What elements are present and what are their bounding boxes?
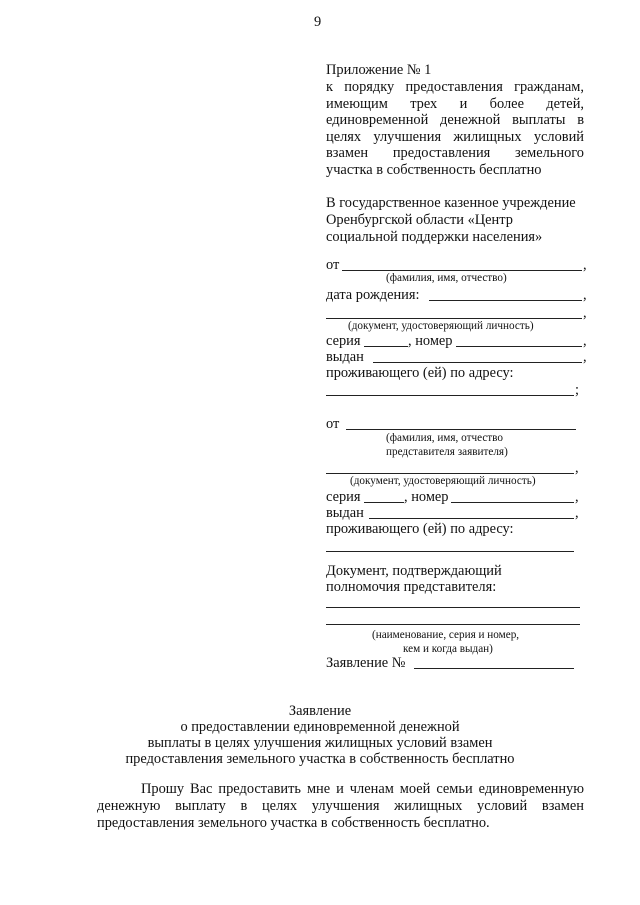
representative-number-field[interactable] [451, 502, 574, 503]
addressee-line: Оренбургской области «Центр [326, 212, 513, 228]
applicant-fio-hint: (фамилия, имя, отчество) [386, 272, 507, 284]
page-number: 9 [314, 14, 322, 30]
authority-doc-hint: кем и когда выдан) [403, 643, 493, 655]
statement-subtitle-line: выплаты в целях улучшения жилищных условий взамен [147, 735, 493, 751]
representative-address-field[interactable] [326, 551, 574, 552]
comma: , [575, 460, 579, 476]
appendix-line: к порядку предоставления гражданам, [326, 79, 584, 95]
representative-doc-hint: (документ, удостоверяющий личность) [350, 475, 536, 487]
statement-body [97, 781, 584, 832]
authority-doc-label: Документ, подтверждающий [326, 563, 502, 579]
statement-body-line: предоставления земельного участка в собственность бесплатно. [97, 815, 490, 831]
applicant-address-field[interactable] [326, 395, 574, 396]
comma: , [575, 505, 579, 521]
appendix-line: участка в собственность бесплатно [326, 161, 542, 178]
representative-issued-label: выдан [326, 505, 364, 521]
application-no-field[interactable] [414, 668, 574, 669]
appendix-line: целях улучшения жилищных условий [326, 128, 584, 145]
applicant-number-field[interactable] [456, 346, 582, 347]
applicant-issued-field[interactable] [373, 362, 582, 363]
authority-doc-field[interactable] [326, 607, 580, 608]
applicant-from-label: от [326, 257, 340, 273]
applicant-series-field[interactable] [364, 346, 408, 347]
addressee-line: В государственное казенное учреждение [326, 195, 576, 211]
statement-body-line: денежную выплату в целях улучшения жилищных условий взамен [97, 798, 584, 814]
comma: , [583, 257, 587, 273]
comma: , [583, 349, 587, 365]
comma: , [583, 333, 587, 349]
comma: , [583, 287, 587, 303]
representative-address-label: проживающего (ей) по адресу: [326, 521, 514, 537]
representative-series-label: серия [326, 489, 361, 505]
representative-number-label: , номер [404, 489, 449, 505]
representative-fio-field[interactable] [346, 429, 576, 430]
statement-body-line: Прошу Вас предоставить мне и членам моей семьи единовременную [141, 781, 584, 797]
appendix-line: единовременной денежной выплаты в [326, 112, 584, 128]
representative-issued-field[interactable] [369, 518, 574, 519]
applicant-doc-field[interactable] [326, 318, 582, 319]
applicant-doc-hint: (документ, удостоверяющий личность) [348, 320, 534, 332]
appendix-title: Приложение № 1 [326, 62, 432, 78]
statement-subtitle-line: предоставления земельного участка в собственность бесплатно [125, 751, 515, 767]
representative-doc-field[interactable] [326, 473, 574, 474]
comma: , [583, 305, 587, 321]
authority-doc-label: полномочия представителя: [326, 579, 497, 595]
applicant-birth-label: дата рождения: [326, 287, 420, 303]
application-no-label: Заявление № [326, 655, 406, 671]
appendix-line: имеющим трех и более детей, [326, 95, 584, 112]
semicolon: ; [575, 382, 579, 398]
applicant-issued-label: выдан [326, 349, 364, 365]
applicant-birth-field[interactable] [429, 300, 582, 301]
appendix-line: взамен предоставления земельного [326, 145, 584, 161]
representative-series-field[interactable] [364, 502, 404, 503]
applicant-series-label: серия [326, 333, 361, 349]
representative-fio-hint: (фамилия, имя, отчество [386, 432, 503, 444]
applicant-fio-field[interactable] [342, 270, 582, 271]
comma: , [575, 489, 579, 505]
applicant-number-label: , номер [408, 333, 453, 349]
statement-subtitle-line: о предоставлении единовременной денежной [180, 719, 460, 735]
representative-from-label: от [326, 416, 340, 432]
authority-doc-field[interactable] [326, 624, 580, 625]
applicant-address-label: проживающего (ей) по адресу: [326, 365, 514, 381]
statement-title: Заявление [288, 703, 352, 719]
authority-doc-hint: (наименование, серия и номер, [372, 629, 520, 641]
addressee-line: социальной поддержки населения» [326, 229, 543, 245]
representative-fio-hint: представителя заявителя) [386, 446, 508, 458]
